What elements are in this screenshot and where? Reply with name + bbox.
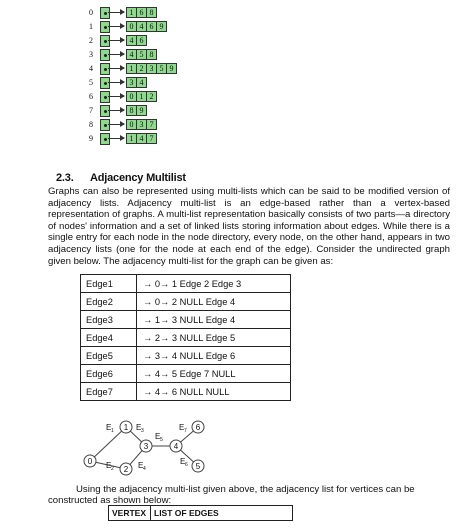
pointer-arrow-icon bbox=[108, 40, 124, 41]
pointer-arrow-icon bbox=[108, 12, 124, 13]
edge-links-cell: → 2→ 3 NULL Edge 5 bbox=[137, 329, 291, 347]
adjacency-cell: 4 bbox=[126, 35, 137, 46]
edge-links-cell: → 0→ 1 Edge 2 Edge 3 bbox=[137, 275, 291, 293]
edge-links-cell: → 0→ 2 NULL Edge 4 bbox=[137, 293, 291, 311]
adjacency-cell: 4 bbox=[126, 49, 137, 60]
adjacency-row bbox=[126, 49, 156, 60]
pointer-arrow-icon bbox=[108, 138, 124, 139]
adjacency-cell: 8 bbox=[146, 49, 157, 60]
adjacency-cell: 4 bbox=[136, 77, 147, 88]
directory-cell bbox=[100, 63, 110, 75]
edge-row bbox=[81, 383, 291, 401]
graph-node-5 bbox=[192, 460, 204, 472]
svg-text:6: 6 bbox=[185, 462, 188, 468]
section-heading bbox=[56, 172, 186, 184]
adjacency-cell: 2 bbox=[146, 91, 157, 102]
adjacency-cell: 9 bbox=[136, 105, 147, 116]
undirected-graph bbox=[80, 415, 230, 477]
adjacency-cell: 8 bbox=[146, 7, 157, 18]
graph-node-3 bbox=[140, 440, 152, 452]
adjacency-row bbox=[126, 91, 156, 102]
svg-text:3: 3 bbox=[143, 442, 149, 451]
edge-name-cell: Edge3 bbox=[81, 311, 137, 329]
edge-name-cell: Edge4 bbox=[81, 329, 137, 347]
body-paragraph: Graphs can also be represented using multi-lists which can be said to be modified version of adjacency lists. Adjacency multi-list is an edge-based rather than a vertex-based representation of graphs. A multi-list representation basically consists of two parts—a directory of nodes' information and a set of linked lists storing information about edges. While there is a single entry for each node in the node directory, every node, on the other hand, appears in two adjacency lists (one for the node at each end of the edge). Consider the undirected graph given below. The adjacency multi-list for the graph can be given as: bbox=[48, 186, 450, 267]
node-index-label: 4 bbox=[89, 64, 93, 73]
adjacency-cell: 0 bbox=[126, 119, 137, 130]
edge-row bbox=[81, 275, 291, 293]
edge-name-cell: Edge2 bbox=[81, 293, 137, 311]
svg-text:2: 2 bbox=[111, 466, 114, 472]
vertex-edge-list-table bbox=[108, 505, 293, 521]
svg-text:E: E bbox=[179, 423, 185, 432]
edge-links-cell: → 4→ 6 NULL NULL bbox=[137, 383, 291, 401]
directory-cell bbox=[100, 105, 110, 117]
edge-name-cell: Edge7 bbox=[81, 383, 137, 401]
svg-text:0: 0 bbox=[87, 457, 93, 466]
svg-text:E: E bbox=[155, 432, 161, 441]
adjacency-cell: 7 bbox=[146, 119, 157, 130]
edge-row bbox=[81, 293, 291, 311]
edge-label-e5 bbox=[155, 432, 163, 443]
edge-links-cell: → 1→ 3 NULL Edge 4 bbox=[137, 311, 291, 329]
adjacency-cell: 8 bbox=[126, 105, 137, 116]
edge-name-cell: Edge6 bbox=[81, 365, 137, 383]
directory-cell bbox=[100, 119, 110, 131]
adjacency-cell: 4 bbox=[136, 21, 147, 32]
edge-label-e7 bbox=[179, 423, 187, 434]
directory-cell bbox=[100, 133, 110, 145]
svg-text:5: 5 bbox=[160, 437, 163, 443]
node-index-label: 2 bbox=[89, 36, 93, 45]
adjacency-row bbox=[126, 21, 166, 32]
closing-text: Using the adjacency multi-list given above, the adjacency list for vertices can be constructed as shown below: bbox=[48, 484, 415, 506]
svg-text:7: 7 bbox=[184, 428, 187, 434]
node-index-label: 3 bbox=[89, 50, 93, 59]
pointer-arrow-icon bbox=[108, 82, 124, 83]
pointer-arrow-icon bbox=[108, 96, 124, 97]
adjacency-list-figure bbox=[0, 0, 471, 143]
adjacency-cell: 1 bbox=[126, 7, 137, 18]
directory-cell bbox=[100, 21, 110, 33]
edge-label-e2 bbox=[106, 461, 114, 472]
section-number: 2.3. bbox=[56, 172, 74, 184]
adjacency-cell: 6 bbox=[136, 7, 147, 18]
adjacency-cell: 0 bbox=[126, 21, 137, 32]
adjacency-row bbox=[126, 77, 146, 88]
edge-row bbox=[81, 329, 291, 347]
adjacency-row bbox=[126, 7, 156, 18]
adjacency-cell: 2 bbox=[136, 63, 147, 74]
adjacency-cell: 6 bbox=[136, 35, 147, 46]
adjacency-cell: 3 bbox=[126, 77, 137, 88]
directory-cell bbox=[100, 7, 110, 19]
edge-row bbox=[81, 347, 291, 365]
pointer-arrow-icon bbox=[108, 54, 124, 55]
svg-text:5: 5 bbox=[195, 462, 201, 471]
vertex-table-header bbox=[109, 506, 293, 521]
adjacency-cell: 0 bbox=[126, 91, 137, 102]
adjacency-row bbox=[126, 35, 146, 46]
directory-cell bbox=[100, 77, 110, 89]
adjacency-cell: 3 bbox=[136, 119, 147, 130]
node-index-label: 9 bbox=[89, 134, 93, 143]
graph-node-6 bbox=[192, 421, 204, 433]
graph-node-2 bbox=[120, 463, 132, 475]
adjacency-cell: 1 bbox=[126, 133, 137, 144]
svg-text:1: 1 bbox=[111, 428, 114, 434]
svg-text:4: 4 bbox=[143, 466, 146, 472]
closing-paragraph bbox=[48, 485, 453, 507]
edge-links-cell: → 3→ 4 NULL Edge 6 bbox=[137, 347, 291, 365]
directory-cell bbox=[100, 35, 110, 47]
svg-text:E: E bbox=[138, 461, 144, 470]
svg-text:4: 4 bbox=[173, 442, 179, 451]
edge-multilist-table bbox=[80, 274, 291, 401]
svg-text:1: 1 bbox=[123, 423, 129, 432]
pointer-arrow-icon bbox=[108, 110, 124, 111]
adjacency-row bbox=[126, 119, 156, 130]
node-index-label: 1 bbox=[89, 22, 93, 31]
adjacency-cell: 3 bbox=[146, 63, 157, 74]
edge-name-cell: Edge1 bbox=[81, 275, 137, 293]
edge-row bbox=[81, 311, 291, 329]
edge-label-e4 bbox=[138, 461, 146, 472]
adjacency-cell: 9 bbox=[166, 63, 177, 74]
pointer-arrow-icon bbox=[108, 26, 124, 27]
svg-text:E: E bbox=[106, 461, 112, 470]
svg-text:E: E bbox=[180, 457, 186, 466]
pointer-arrow-icon bbox=[108, 124, 124, 125]
adjacency-cell: 4 bbox=[136, 133, 147, 144]
pointer-arrow-icon bbox=[108, 68, 124, 69]
adjacency-row bbox=[126, 105, 146, 116]
header-list-of-edges: LIST OF EDGES bbox=[151, 506, 293, 521]
svg-text:E: E bbox=[106, 423, 112, 432]
edge-label-e6 bbox=[180, 457, 188, 468]
adjacency-row bbox=[126, 63, 176, 74]
edge-label-e1 bbox=[106, 423, 114, 434]
svg-text:3: 3 bbox=[141, 428, 144, 434]
adjacency-cell: 5 bbox=[136, 49, 147, 60]
node-index-label: 5 bbox=[89, 78, 93, 87]
node-index-label: 8 bbox=[89, 120, 93, 129]
adjacency-cell: 1 bbox=[126, 63, 137, 74]
svg-text:6: 6 bbox=[195, 423, 201, 432]
svg-text:E: E bbox=[136, 423, 142, 432]
node-index-label: 7 bbox=[89, 106, 93, 115]
directory-cell bbox=[100, 49, 110, 61]
graph-node-0 bbox=[84, 455, 96, 467]
adjacency-cell: 7 bbox=[146, 133, 157, 144]
section-title: Adjacency Multilist bbox=[90, 172, 186, 184]
graph-node-1 bbox=[120, 421, 132, 433]
edge-links-cell: → 4→ 5 Edge 7 NULL bbox=[137, 365, 291, 383]
header-vertex: VERTEX bbox=[109, 506, 151, 521]
adjacency-cell: 5 bbox=[156, 63, 167, 74]
adjacency-cell: 1 bbox=[136, 91, 147, 102]
node-index-label: 6 bbox=[89, 92, 93, 101]
svg-text:2: 2 bbox=[123, 465, 129, 474]
directory-cell bbox=[100, 91, 110, 103]
adjacency-cell: 6 bbox=[146, 21, 157, 32]
graph-edge-e1 bbox=[90, 427, 126, 461]
adjacency-cell: 9 bbox=[156, 21, 167, 32]
edge-row bbox=[81, 365, 291, 383]
graph-node-4 bbox=[170, 440, 182, 452]
adjacency-row bbox=[126, 133, 156, 144]
node-index-label: 0 bbox=[89, 8, 93, 17]
edge-name-cell: Edge5 bbox=[81, 347, 137, 365]
edge-label-e3 bbox=[136, 423, 144, 434]
